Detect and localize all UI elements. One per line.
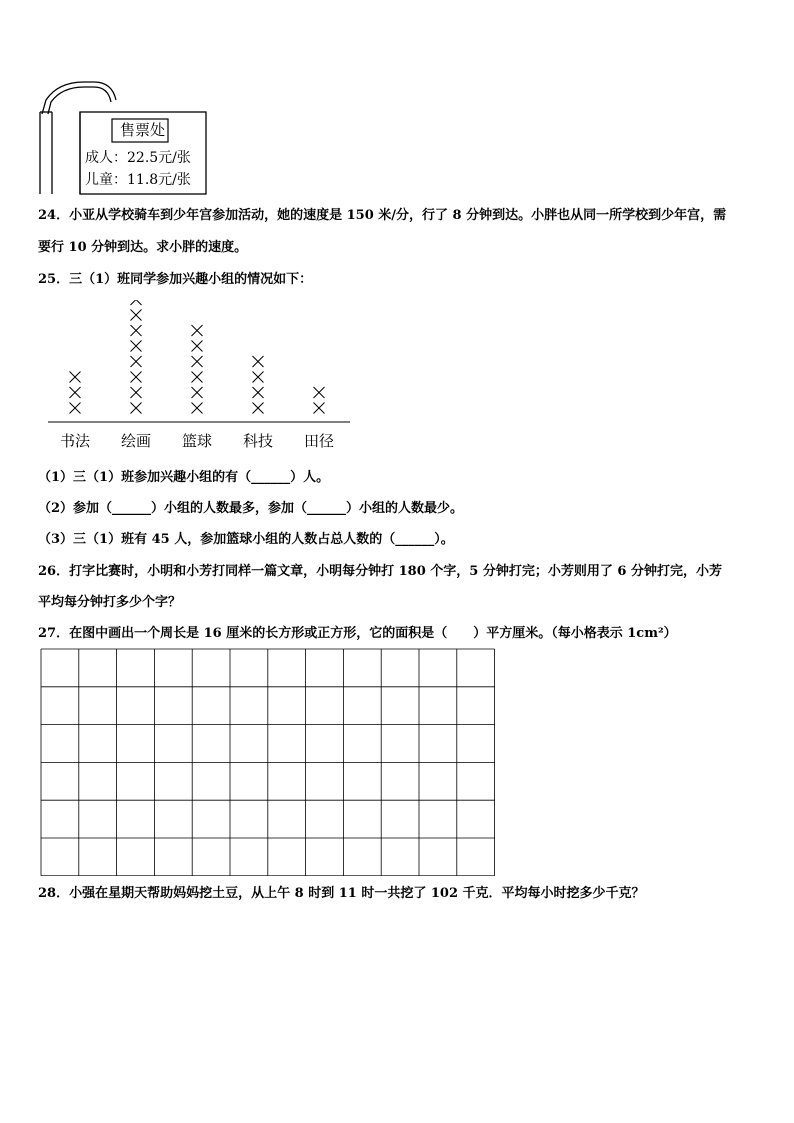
q26-line2: 平均每分钟打多少个字？ bbox=[38, 595, 182, 610]
category-label-5: 田径 bbox=[303, 432, 335, 450]
cross-mark-3-4 bbox=[192, 356, 203, 367]
cross-mark-2-1 bbox=[131, 403, 142, 414]
q25-sub1: （1）三（1）班参加兴趣小组的有（______）人。 bbox=[38, 470, 330, 485]
drawing-grid[interactable] bbox=[40, 648, 496, 876]
category-label-1: 书法 bbox=[59, 432, 91, 450]
q28-text: 28．小强在星期天帮助妈妈挖土豆，从上午 8 时到 11 时一共挖了 102 千克．平均每小时挖多少千克？ bbox=[38, 886, 645, 901]
cross-mark-3-6 bbox=[192, 325, 203, 336]
cross-mark-4-3 bbox=[253, 372, 264, 383]
adult-price: 成人：22.5元/张 bbox=[85, 150, 191, 166]
booth-sign: 售票处 bbox=[120, 121, 166, 139]
q24-line2: 要行 10 分钟到达。求小胖的速度。 bbox=[38, 240, 248, 255]
child-price: 儿童：11.8元/张 bbox=[85, 172, 191, 188]
interest-group-dot-plot bbox=[38, 300, 358, 458]
q25-intro: 25．三（1）班同学参加兴趣小组的情况如下： bbox=[38, 272, 313, 287]
cross-mark-4-4 bbox=[253, 356, 264, 367]
q26-line1: 26．打字比赛时，小明和小芳打同样一篇文章，小明每分钟打 180 个字，5 分钟打完；小芳则用了 6 分钟打完，小芳 bbox=[38, 564, 722, 579]
cross-mark-2-4 bbox=[131, 356, 142, 367]
category-label-2: 绘画 bbox=[120, 432, 152, 450]
cross-mark-2-3 bbox=[131, 372, 142, 383]
q27-text: 27．在图中画出一个周长是 16 厘米的长方形或正方形，它的面积是（ ）平方厘米。（每小格表示 1cm²） bbox=[38, 626, 677, 641]
cross-mark-4-1 bbox=[253, 403, 264, 414]
cross-mark-5-2 bbox=[314, 387, 325, 398]
cross-mark-1-2 bbox=[70, 387, 81, 398]
cross-mark-2-2 bbox=[131, 387, 142, 398]
cross-mark-3-1 bbox=[192, 403, 203, 414]
q25-sub2: （2）参加（______）小组的人数最多，参加（______）小组的人数最少。 bbox=[38, 501, 464, 516]
cross-mark-2-6 bbox=[131, 325, 142, 336]
ticket-booth-illustration bbox=[36, 76, 211, 196]
cross-mark-2-7 bbox=[131, 310, 142, 321]
category-label-3: 篮球 bbox=[181, 432, 213, 450]
cross-mark-3-2 bbox=[192, 387, 203, 398]
cross-mark-1-1 bbox=[70, 403, 81, 414]
q24-line1: 24．小亚从学校骑车到少年宫参加活动，她的速度是 150 米/分，行了 8 分钟到达。小胖也从同一所学校到少年宫，需 bbox=[38, 208, 727, 223]
cross-mark-2-8 bbox=[131, 300, 142, 305]
cross-mark-2-5 bbox=[131, 341, 142, 352]
cross-mark-4-2 bbox=[253, 387, 264, 398]
cross-mark-3-5 bbox=[192, 341, 203, 352]
cross-mark-5-1 bbox=[314, 403, 325, 414]
q25-sub3: （3）三（1）班有 45 人，参加篮球小组的人数占总人数的（______）。 bbox=[38, 532, 454, 547]
category-label-4: 科技 bbox=[242, 432, 274, 450]
cross-mark-3-3 bbox=[192, 372, 203, 383]
cross-mark-1-3 bbox=[70, 372, 81, 383]
